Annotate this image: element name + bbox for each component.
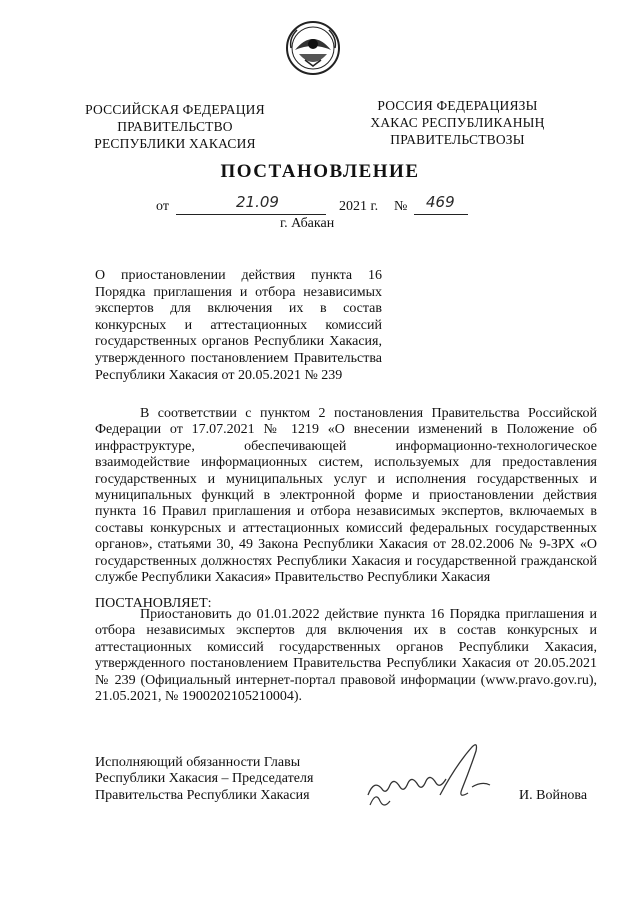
document-subject: О приостановлении действия пункта 16 Порядка приглашения и отбора независимых экспертов для включения их в состав конкурсных и аттестационных комиссий государственных органов Республики Хакасия, утвержденного постановлением Правительства Республики Хакасия от 20.05.2021 № 239 bbox=[95, 268, 382, 383]
signatory-position-line-2: Республики Хакасия – Председателя bbox=[95, 771, 314, 787]
header-left-line-2: ПРАВИТЕЛЬСТВО bbox=[117, 119, 233, 134]
header-right-line-1: РОССИЯ ФЕДЕРАЦИЯЗЫ bbox=[377, 98, 538, 113]
signatory-position bbox=[95, 755, 313, 804]
number-underline bbox=[414, 214, 468, 215]
handwritten-signature-icon bbox=[360, 735, 510, 815]
date-handwritten: 21.09 bbox=[236, 193, 279, 211]
document-title: ПОСТАНОВЛЕНИЕ bbox=[220, 161, 420, 182]
header-left-line-1: РОССИЙСКАЯ ФЕДЕРАЦИЯ bbox=[85, 102, 265, 117]
number-handwritten: 469 bbox=[426, 193, 455, 211]
body-paragraph-1: В соответствии с пунктом 2 постановления Правительства Российской Федерации от 17.07.2021 № 1219 «О внесении изменений в Положение об инфраструктуре, обеспечивающей информационно-технологическое взаимодействие информационных систем, используемых для предоставления государственных и муниципальных услуг и исполнения государственных и муниципальных функций в электронной форме и приостановлении действия пункта 16 Правил приглашения и отбора независимых экспертов, включаемых в составы конкурсных и аттестационных комиссий федеральных государственных органов», статьями 30, 49 Закона Республики Хакасия от 28.02.2006 № 9-ЗРХ «О государственных должностях Республики Хакасия и государственной гражданской службе Республики Хакасия» Правительство Республики Хакасия bbox=[95, 406, 597, 586]
header-right-line-2: ХАКАС РЕСПУБЛИКАНЫҢ bbox=[370, 115, 545, 130]
number-label: № bbox=[394, 199, 408, 214]
date-from-label: от bbox=[156, 199, 169, 214]
city-label: г. Абакан bbox=[280, 216, 335, 231]
header-right-line-3: ПРАВИТЕЛЬСТВОЗЫ bbox=[390, 132, 525, 147]
coat-of-arms-emblem-icon bbox=[285, 20, 341, 76]
header-left-line-3: РЕСПУБЛИКИ ХАКАСИЯ bbox=[94, 136, 256, 151]
date-underline bbox=[176, 214, 326, 215]
signatory-position-line-1: Исполняющий обязанности Главы bbox=[95, 755, 301, 770]
signatory-name: И. Войнова bbox=[519, 788, 588, 803]
body-paragraph-2: Приостановить до 01.01.2022 действие пункта 16 Порядка приглашения и отбора независимых экспертов для включения их в состав конкурсных и аттестационных комиссий государственных органов Республики Хакасия, утвержденного постановлением Правительства Республики Хакасия от 20.05.2021 № 239 (Официальный интернет-портал правовой информации (www.pravo.gov.ru), 21.05.2021, № 1900202105210004). bbox=[95, 607, 597, 705]
signatory-position-line-3: Правительства Республики Хакасия bbox=[95, 787, 310, 803]
body-resolves-label: ПОСТАНОВЛЯЕТ: bbox=[95, 596, 212, 611]
header-right-block bbox=[355, 97, 560, 148]
year-label: 2021 г. bbox=[339, 199, 379, 214]
header-left-block bbox=[70, 101, 280, 152]
